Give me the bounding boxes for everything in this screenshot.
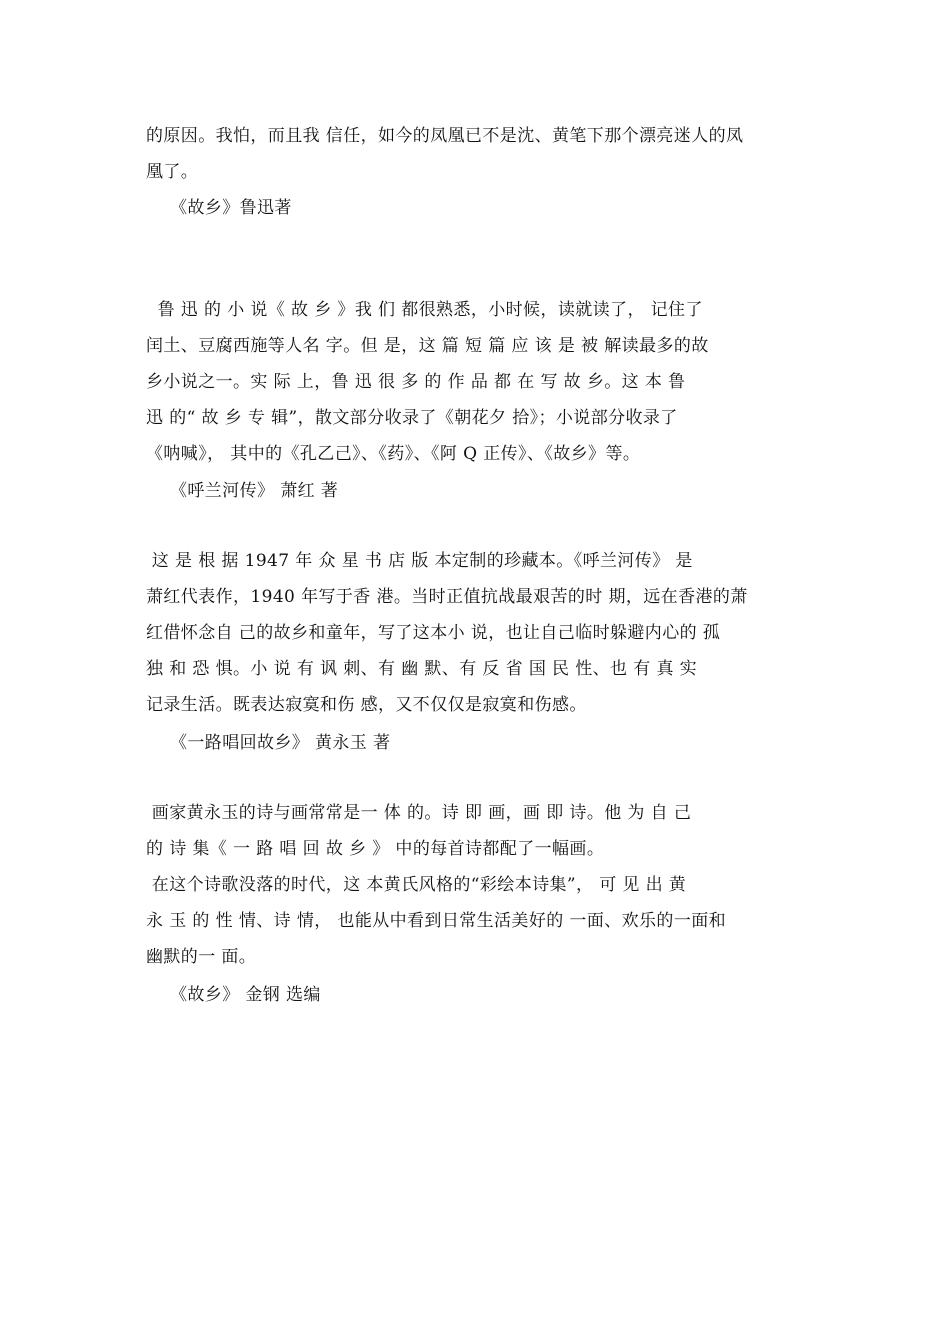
book2-line-1: 这 是 根 据 1947 年 众 星 书 店 版 本定制的珍藏本。《呼兰河传》 是	[146, 551, 693, 571]
book2-line-3: 红借怀念自 己的故乡和童年，写了这本小 说，也让自己临时躲避内心的 孤	[146, 623, 721, 643]
book2-line-2: 萧红代表作，1940 年写于香 港。当时正值抗战最艰苦的时 期，远在香港的萧	[146, 587, 748, 607]
book-title-guxiang-luxun: 《故乡》鲁迅著	[170, 198, 292, 218]
book2-line-5: 记录生活。既表达寂寞和伤 感，又不仅仅是寂寞和伤感。	[146, 695, 587, 715]
book1-line-3: 乡小说之一。实 际 上，鲁 迅 很 多 的 作 品 都 在 写 故 乡。这 本 鲁	[146, 372, 686, 392]
book3-line-2: 的 诗 集《 一 路 唱 回 故 乡 》 中的每首诗都配了一幅画。	[146, 839, 605, 859]
book3-line-3: 在这个诗歌没落的时代，这 本黄氏风格的“彩绘本诗集”， 可 见 出 黄	[146, 875, 687, 895]
intro-line-1: 的原因。我怕，而且我 信任，如今的凤凰已不是沈、黄笔下那个漂亮迷人的凤	[146, 126, 744, 146]
book1-line-4: 迅 的“ 故 乡 专 辑”，散文部分收录了《朝花夕 拾》；小说部分收录了	[146, 408, 678, 428]
book1-line-5: 《呐喊》， 其中的《孔乙己》、《药》、《阿 Q 正传》、《故乡》等。	[146, 444, 641, 464]
book1-line-2: 闰土、豆腐西施等人名 字。但 是，这 篇 短 篇 应 该 是 被 解读最多的故	[146, 336, 709, 356]
book2-line-4: 独 和 恐 惧。小 说 有 讽 刺、有 幽 默、有 反 省 国 民 性、也 有 真 实	[146, 659, 698, 679]
book3-line-1: 画家黄永玉的诗与画常常是一 体 的。诗 即 画，画 即 诗。他 为 自 己	[146, 803, 692, 823]
book1-line-1: 鲁 迅 的 小 说《 故 乡 》我 们 都很熟悉，小时候，读就读了， 记住了	[146, 300, 703, 320]
book-title-guxiang-jingang: 《故乡》 金钢 选编	[170, 985, 321, 1005]
book3-line-4: 永 玉 的 性 情、诗 情， 也能从中看到日常生活美好的 一面、欢乐的一面和	[146, 911, 727, 931]
intro-line-2: 凰了。	[146, 162, 199, 182]
book-title-hulanhe: 《呼兰河传》 萧红 著	[170, 481, 339, 501]
book3-line-5: 幽默的一 面。	[146, 947, 257, 967]
book-title-yilu: 《一路唱回故乡》 黄永玉 著	[170, 733, 391, 753]
